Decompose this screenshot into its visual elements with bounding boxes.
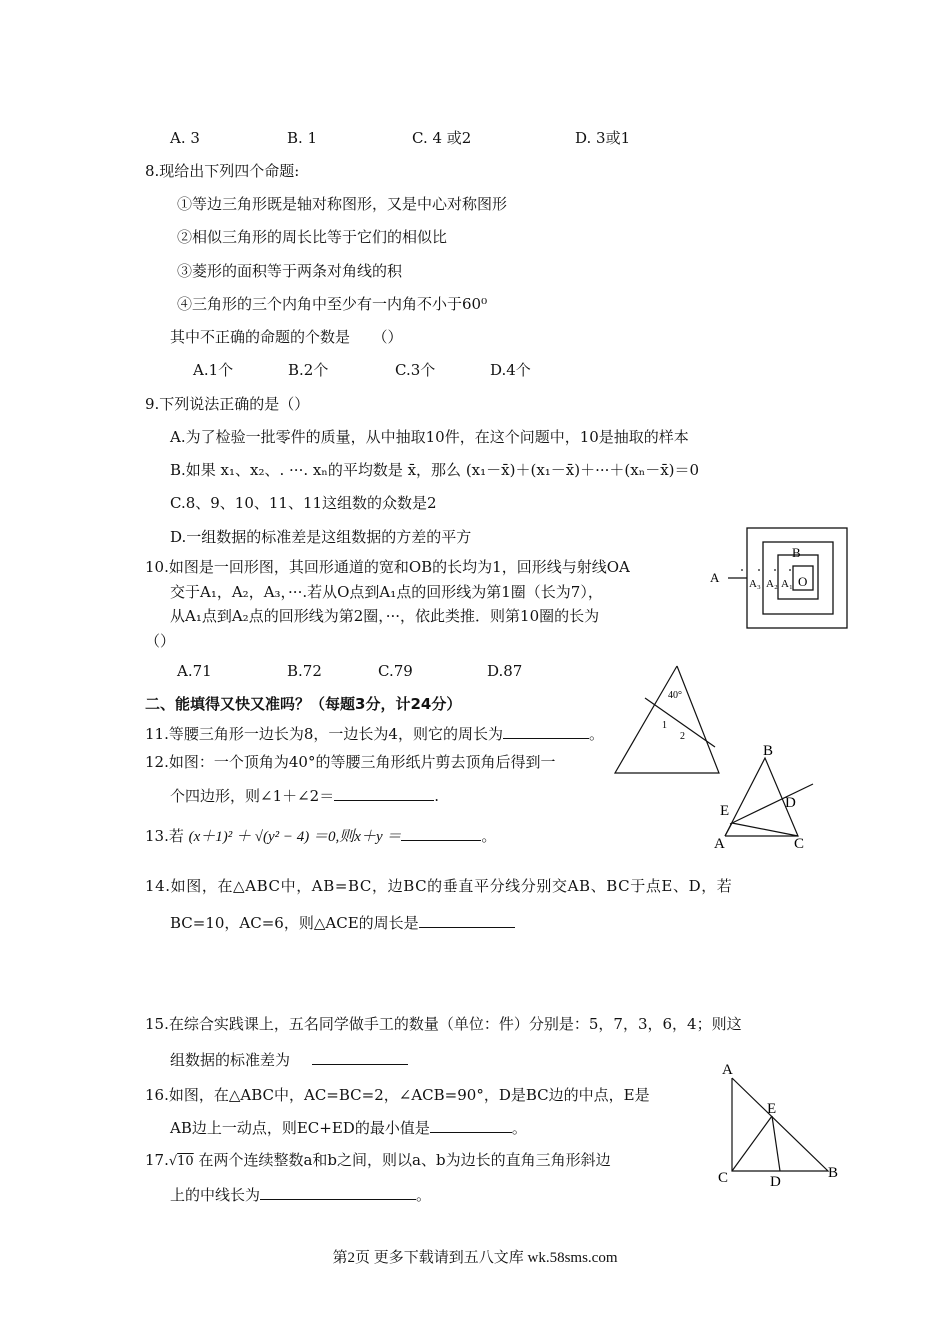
q13-tail: 。	[481, 827, 497, 845]
q14-label-a: A	[714, 836, 725, 852]
q14-line-2	[170, 913, 515, 933]
q8-option-d: D.4个	[490, 361, 531, 379]
q17-answer-blank[interactable]	[260, 1185, 416, 1200]
q10-line-4: （）	[145, 632, 176, 650]
q13-prefix: 13.若	[145, 827, 184, 845]
q14-answer-blank[interactable]	[419, 913, 515, 928]
q12-line-1: 12.如图：一个顶角为40°的等腰三角形纸片剪去顶角后得到一	[145, 753, 556, 771]
q8-item-3: ③菱形的面积等于两条对角线的积	[177, 262, 403, 280]
q11-stem: 11.等腰三角形一边长为8，一边长为4，则它的周长为	[145, 725, 503, 743]
q17-stem-2: 上的中线长为	[170, 1186, 261, 1204]
q12-label-2: 2	[680, 731, 685, 742]
q14-label-d: D	[785, 795, 796, 811]
q16-tail: 。	[511, 1119, 527, 1137]
q11-text	[145, 724, 604, 744]
q16-line-2	[170, 1118, 527, 1138]
q14-triangle-figure	[710, 738, 820, 853]
q8-stem: 8.现给出下列四个命题:	[145, 162, 300, 180]
q16-triangle-figure	[712, 1058, 847, 1188]
q8-item-2: ②相似三角形的周长比等于它们的相似比	[177, 228, 448, 246]
q17-radicand: 10	[177, 1154, 194, 1169]
q8-item-1: ①等边三角形既是轴对称图形，又是中心对称图形	[177, 195, 508, 213]
q10-label-a3: A₃	[749, 578, 761, 590]
q10-option-b: B.72	[287, 662, 322, 680]
q10-option-d: D.87	[487, 662, 523, 680]
q10-label-b: B	[792, 545, 801, 560]
q17-tail: 。	[416, 1186, 432, 1204]
q10-option-a: A.71	[177, 662, 212, 680]
q14-label-c: C	[794, 836, 805, 852]
q15-answer-blank[interactable]	[312, 1050, 408, 1065]
q9-option-c: C.8、9、10、11、11这组数的众数是2	[170, 494, 437, 512]
q7-option-c: C. 4 或2	[412, 129, 472, 147]
q12-label-angle: 40°	[668, 690, 682, 701]
q14-line-1: 14.如图，在△ABC中，AB=BC，边BC的垂直平分线分别交AB、BC于点E、D，若	[145, 877, 733, 895]
q9-option-b: B.如果 x₁、x₂、. ···. xₙ的平均数是 x̄，那么 (x₁－x̄)＋(x₁－x̄)＋···＋(xₙ－x̄)＝0	[170, 461, 700, 479]
q13-text	[145, 826, 496, 847]
q8-option-c: C.3个	[395, 361, 436, 379]
q17-stem: 在两个连续整数a和b之间，则以a、b为边长的直角三角形斜边	[198, 1151, 611, 1169]
q16-label-b: B	[828, 1165, 839, 1181]
q9-option-d: D.一组数据的标准差是这组数据的方差的平方	[170, 528, 472, 546]
q12-stem: 个四边形，则∠1＋∠2＝	[170, 787, 335, 805]
q11-tail: 。	[588, 725, 604, 743]
q8-question: 其中不正确的命题的个数是 （）	[170, 328, 403, 346]
q7-option-d: D. 3或1	[575, 129, 631, 147]
q15-line-1: 15.在综合实践课上，五名同学做手工的数量（单位：件）分别是：5，7，3，6，4；则这	[145, 1015, 742, 1033]
q9-option-a: A.为了检验一批零件的质量，从中抽取10件，在这个问题中，10是抽取的样本	[170, 428, 689, 446]
q14-label-b: B	[763, 743, 774, 759]
q14-label-e: E	[720, 803, 730, 819]
q10-line-1: 10.如图是一回形图，其回形通道的宽和OB的长均为1，回形线与射线OA	[145, 558, 630, 576]
q15-stem: 组数据的标准差为	[170, 1051, 291, 1069]
q16-stem: AB边上一动点，则EC+ED的最小值是	[170, 1119, 430, 1137]
q16-line-1: 16.如图，在△ABC中，AC=BC=2，∠ACB=90°，D是BC边的中点，E是	[145, 1086, 650, 1104]
q7-option-b: B. 1	[287, 129, 318, 147]
q10-label-a: A	[710, 570, 720, 585]
q10-line-2: 交于A₁，A₂，A₃，···.若从O点到A₁点的回形线为第1圈（长为7），	[170, 583, 603, 601]
q17-radical: √10	[168, 1154, 194, 1169]
q16-label-d: D	[770, 1174, 781, 1188]
q12-label-1: 1	[662, 720, 667, 731]
q11-answer-blank[interactable]	[503, 724, 589, 739]
q10-option-c: C.79	[378, 662, 413, 680]
q12-answer-blank[interactable]	[334, 786, 434, 801]
q14-stem: BC=10，AC=6，则△ACE的周长是	[170, 914, 419, 932]
q16-label-c: C	[718, 1170, 729, 1186]
page-footer: 第2页 更多下载请到五八文库 wk.58sms.com	[332, 1250, 618, 1266]
q17-line-2	[170, 1185, 431, 1205]
q8-option-b: B.2个	[288, 361, 329, 379]
q16-answer-blank[interactable]	[430, 1118, 512, 1133]
q12-triangle-figure	[605, 660, 725, 780]
section-2-heading: 二、能填得又快又准吗？（每题3分，计24分）	[145, 695, 462, 713]
q16-label-a: A	[722, 1062, 733, 1078]
q10-label-a2: A₂	[766, 578, 778, 590]
q10-label-o: O	[798, 574, 808, 589]
q12-line-2	[170, 786, 439, 806]
q7-option-a: A. 3	[170, 129, 200, 147]
q10-line-3: 从A₁点到A₂点的回形线为第2圈，···，依此类推．则第10圈的长为	[170, 607, 600, 625]
q17-line-1: 17.√10 在两个连续整数a和b之间，则以a、b为边长的直角三角形斜边	[145, 1151, 611, 1169]
q8-item-4: ④三角形的三个内角中至少有一内角不小于60⁰	[177, 295, 488, 313]
q13-formula: (x＋1)² ＋ √(y² − 4) ＝0,则x＋y ＝	[188, 829, 402, 845]
q13-answer-blank[interactable]	[401, 826, 481, 841]
q15-line-2	[170, 1050, 408, 1070]
q9-stem: 9.下列说法正确的是（）	[145, 395, 310, 413]
q16-label-e: E	[767, 1101, 777, 1117]
q8-option-a: A.1个	[193, 361, 234, 379]
q10-spiral-figure	[700, 520, 860, 635]
q10-label-a1: A₁	[781, 578, 793, 590]
q12-tail: .	[434, 787, 440, 805]
